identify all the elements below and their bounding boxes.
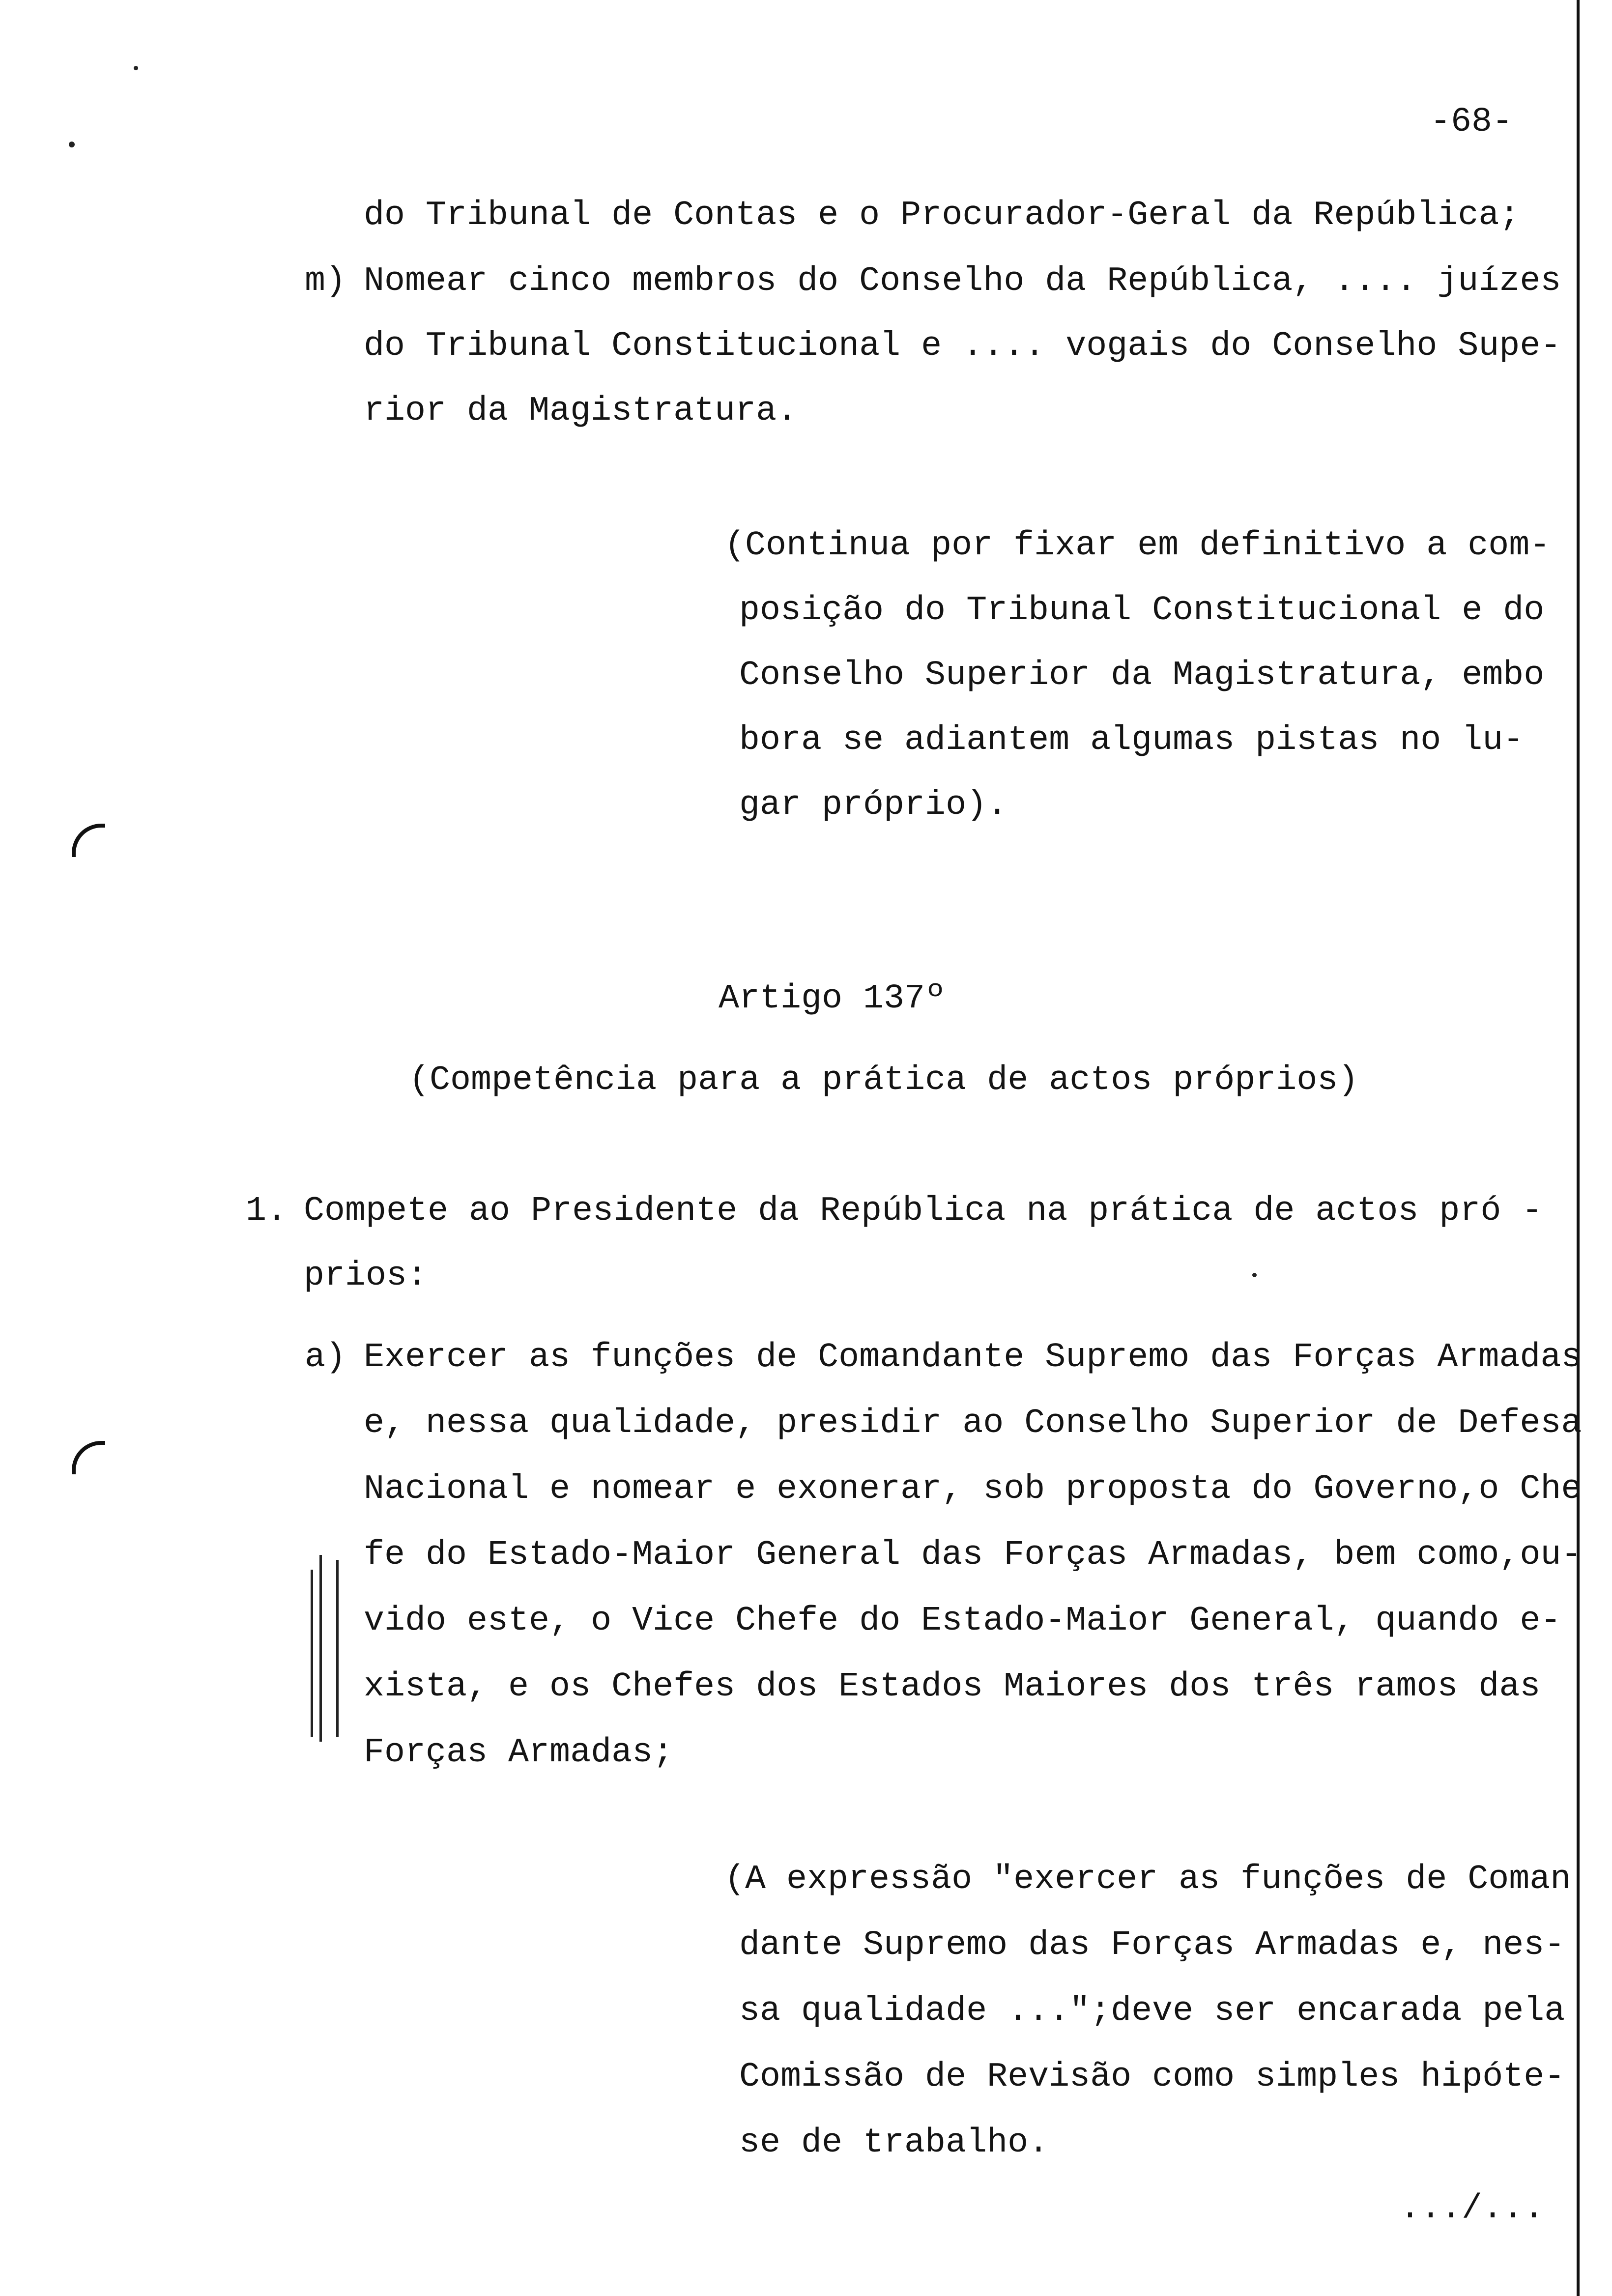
item-a-line: vido este, o Vice Chefe do Estado-Maior General, quando e- (364, 1602, 1561, 1640)
paragraph-1-line: prios: (304, 1257, 428, 1295)
note-2-line: Comissão de Revisão como simples hipóte- (739, 2058, 1565, 2096)
paragraph-1-label: 1. (246, 1192, 288, 1231)
note-1-line: posição do Tribunal Constitucional e do (739, 591, 1545, 630)
note-2-line: sa qualidade ...";deve ser encarada pela (739, 1992, 1565, 2031)
note-2-line: dante Supremo das Forças Armadas e, nes- (739, 1926, 1565, 1965)
note-1-line: (Continua por fixar em definitivo a com- (724, 526, 1551, 565)
article-title: Artigo 137º (719, 979, 946, 1018)
continuation-marker: .../... (1400, 2189, 1545, 2228)
item-a-line: Nacional e nomear e exonerar, sob proposta do Governo,o Che (364, 1470, 1582, 1509)
item-m-label: m) (305, 262, 346, 301)
margin-annotation-lines (309, 1555, 343, 1742)
note-1-line: Conselho Superior da Magistratura, embo (739, 656, 1545, 695)
item-a-line: Exercer as funções de Comandante Supremo das Forças Armadas (364, 1338, 1582, 1377)
item-a-line: Forças Armadas; (364, 1733, 674, 1772)
item-a-line: xista, e os Chefes dos Estados Maiores dos três ramos das (364, 1667, 1541, 1706)
item-a-label: a) (305, 1338, 346, 1377)
item-m-line: do Tribunal Constitucional e .... vogais do Conselho Supe- (364, 327, 1561, 366)
item-a-line: e, nessa qualidade, presidir ao Conselho Superior de Defesa (364, 1404, 1582, 1443)
note-2-line: (A expressão "exercer as funções de Coman (724, 1860, 1571, 1899)
note-2-line: se de trabalho. (739, 2124, 1049, 2162)
scan-edge-line (1577, 0, 1580, 2296)
item-m-line: rior da Magistratura. (364, 392, 798, 430)
note-1-line: bora se adiantem algumas pistas no lu- (739, 721, 1524, 760)
scan-dot (69, 142, 75, 147)
scan-bracket-mark (72, 824, 105, 857)
item-a-line: fe do Estado-Maior General das Forças Armadas, bem como,ou- (364, 1536, 1582, 1575)
scan-dot (1252, 1273, 1257, 1277)
page-number: -68- (1430, 103, 1513, 142)
article-subtitle: (Competência para a prática de actos próprios) (409, 1061, 1359, 1100)
note-1-line: gar próprio). (739, 786, 1008, 825)
item-m-line: Nomear cinco membros do Conselho da República, .... juízes (364, 262, 1561, 301)
paragraph-1-line: Compete ao Presidente da República na prática de actos pró - (304, 1192, 1543, 1231)
scan-bracket-mark (72, 1441, 105, 1474)
continuation-line: do Tribunal de Contas e o Procurador-Geral da República; (364, 196, 1520, 235)
scan-dot (134, 66, 138, 70)
